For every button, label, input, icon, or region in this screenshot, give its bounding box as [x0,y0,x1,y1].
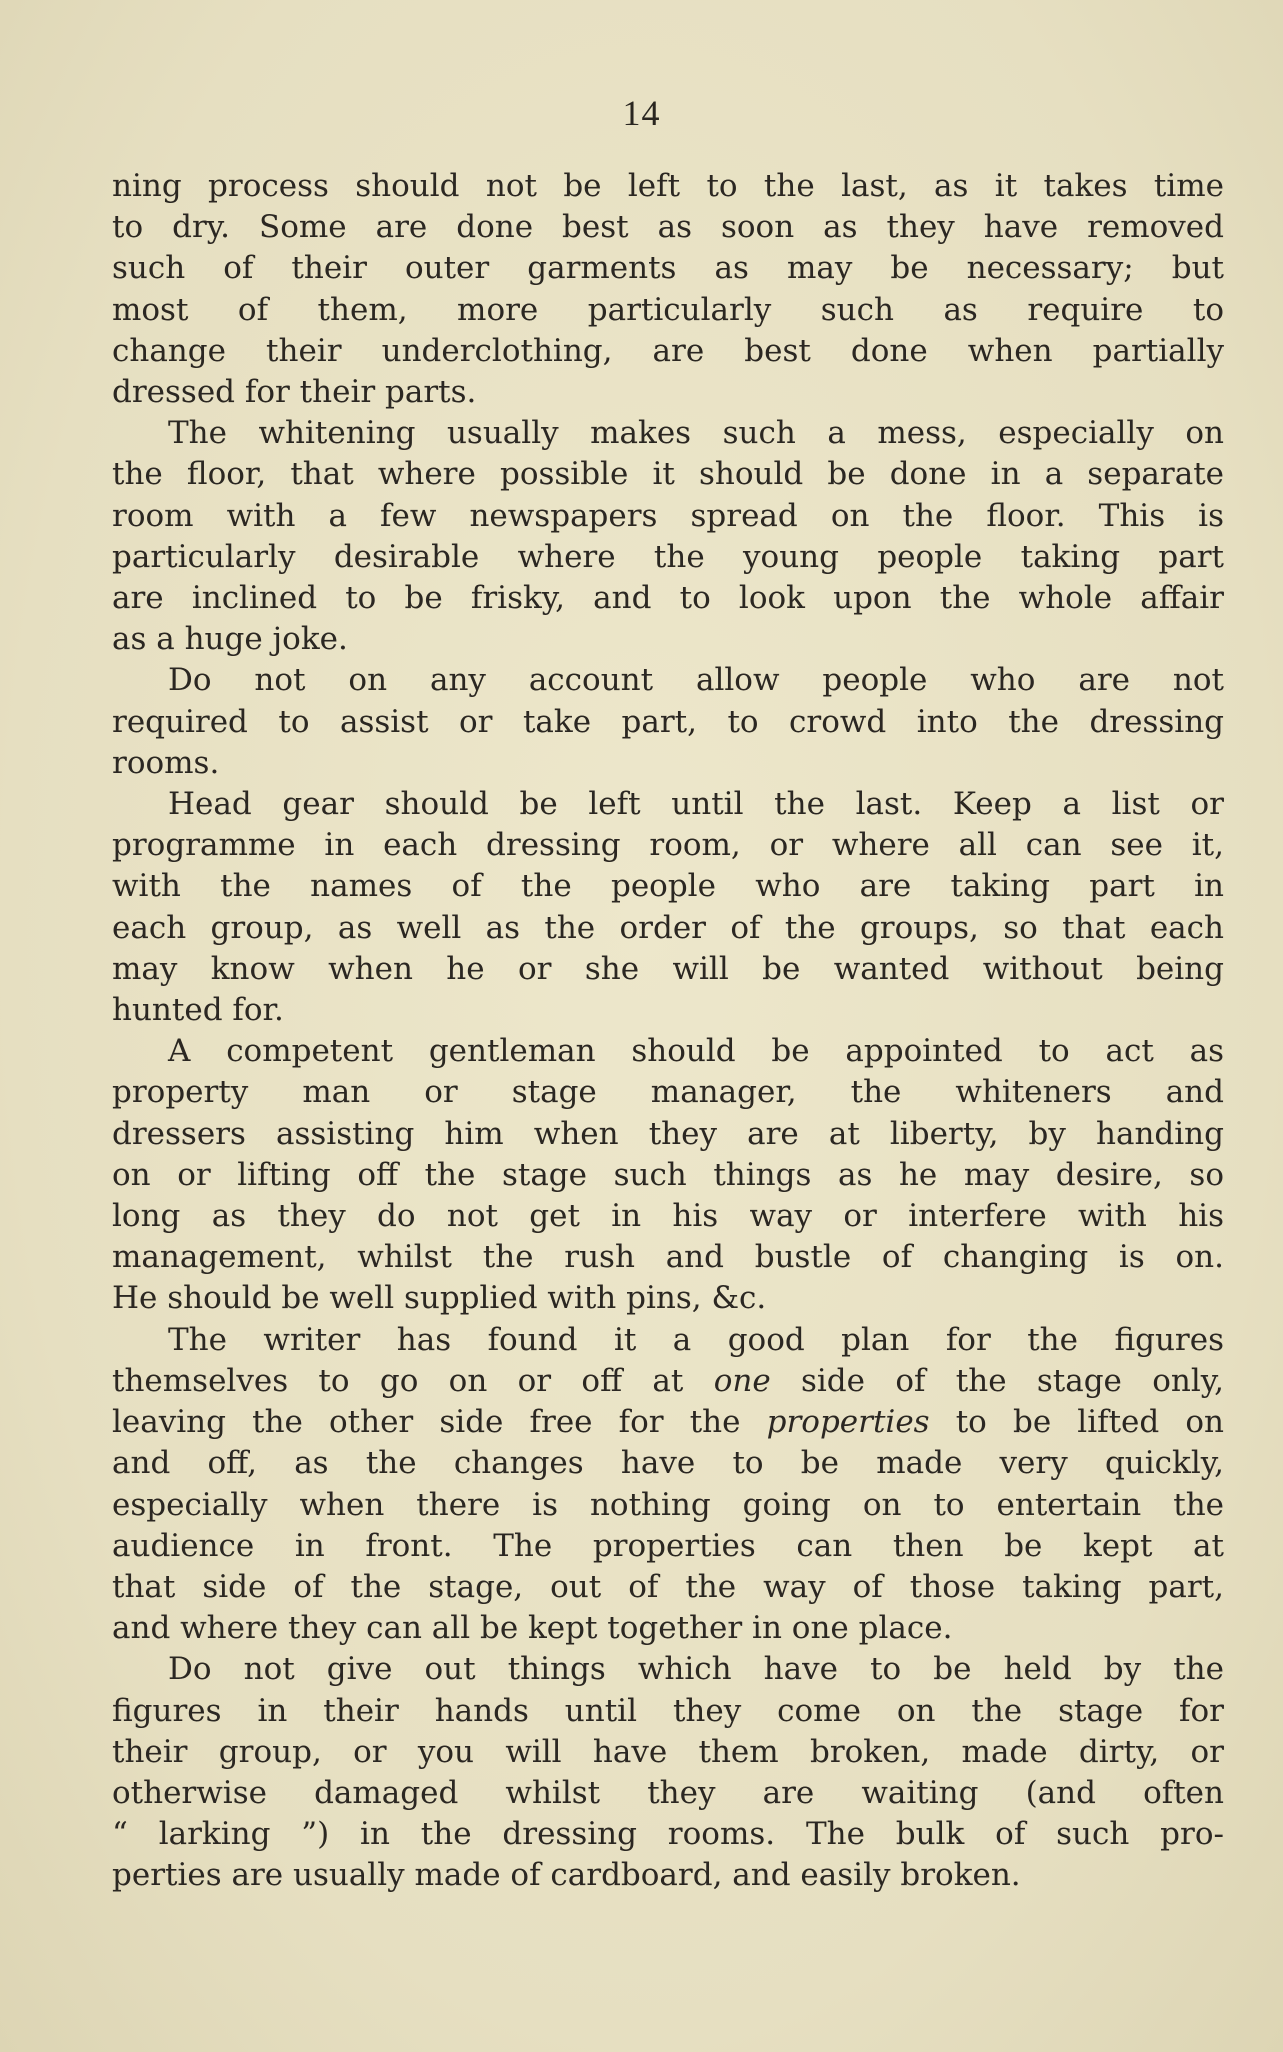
text-line: are inclined to be frisky, and to look upon the whole affair [112,580,1224,617]
text-line: leaving the other side free for the properties to be lifted on [112,1404,1224,1441]
text-line: that side of the stage, out of the way of those taking part, [112,1568,1224,1605]
text-line: each group, as well as the order of the groups, so that each [112,909,1224,946]
text-line: otherwise damaged whilst they are waiting (and often [112,1774,1224,1811]
paragraph [112,660,1224,784]
text-line: dressed for their parts. [112,374,477,411]
text-line: particularly desirable where the young people taking part [112,538,1224,575]
text-line: The whitening usually makes such a mess, especially on [168,415,1224,452]
paragraph [112,1649,1224,1896]
text-line: programme in each dressing room, or where all can see it, [112,827,1224,864]
text-line: “ larking ”) in the dressing rooms. The bulk of such pro- [112,1816,1224,1853]
text-line: as a huge joke. [112,621,348,658]
paragraph [112,1320,1224,1650]
text-line: Head gear should be left until the last. Keep a list or [168,786,1224,823]
text-line: most of them, more particularly such as require to [112,291,1224,328]
text-line: may know when he or she will be wanted without being [112,950,1224,987]
text-line: property man or stage manager, the whiteners and [112,1074,1224,1111]
paragraph [112,413,1224,660]
text-line: hunted for. [112,992,284,1029]
text-line: audience in front. The properties can then be kept at [112,1527,1224,1564]
text-line: rooms. [112,744,220,781]
text-line: on or lifting off the stage such things as he may desire, so [112,1156,1224,1193]
text-line: Do not on any account allow people who are not [168,662,1224,699]
text-line: such of their outer garments as may be necessary; but [112,250,1224,287]
text-line: long as they do not get in his way or interfere with his [112,1198,1224,1235]
text-line: and where they can all be kept together in one place. [112,1610,953,1647]
text-line: The writer has found it a good plan for the figures [168,1321,1224,1358]
text-line: ning process should not be left to the last, as it takes time [112,168,1224,204]
text-line: dressers assisting him when they are at liberty, by handing [112,1115,1224,1152]
text-line: room with a few newspapers spread on the floor. This is [112,497,1224,534]
text-line: the floor, that where possible it should be done in a separate [112,456,1224,493]
text-line: to dry. Some are done best as soon as they have removed [112,209,1224,246]
text-line: and off, as the changes have to be made very quickly, [112,1445,1224,1482]
text-line: required to assist or take part, to crowd into the dressing [112,703,1224,740]
text-line: Do not give out things which have to be held by the [168,1651,1224,1688]
text-line: A competent gentleman should be appointed to act as [168,1033,1224,1070]
text-line: especially when there is nothing going on to entertain the [112,1486,1224,1523]
page-number: 14 [622,93,661,133]
text-line: perties are usually made of cardboard, and easily broken. [112,1857,1021,1894]
paragraph [112,784,1224,1031]
text-line: with the names of the people who are taking part in [112,868,1224,905]
text-line: change their underclothing, are best done when partially [112,332,1224,369]
text-line: He should be well supplied with pins, &c. [112,1280,767,1317]
paragraph [112,166,1224,413]
text-line: figures in their hands until they come on the stage for [112,1692,1224,1729]
body-text [112,166,1224,1897]
text-line: their group, or you will have them broken, made dirty, or [112,1733,1224,1770]
text-line: management, whilst the rush and bustle of changing is on. [112,1239,1224,1276]
text-line: themselves to go on or off at one side of the stage only, [112,1362,1224,1399]
paragraph [112,1031,1224,1319]
